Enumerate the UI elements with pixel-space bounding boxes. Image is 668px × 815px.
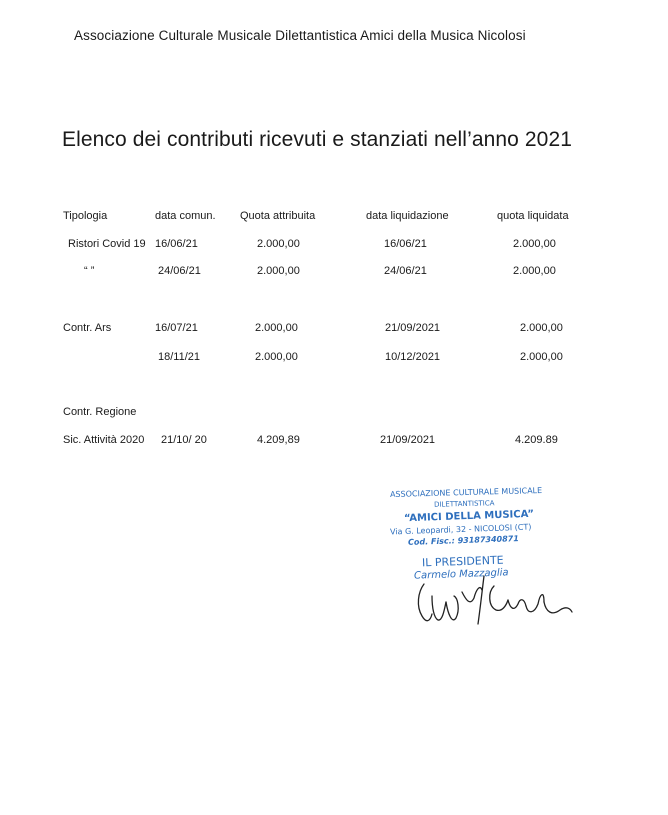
table-row-1-quota-liquidata: 2.000,00 [513, 265, 556, 277]
association-header: Associazione Culturale Musicale Dilettantistica Amici della Musica Nicolosi [74, 28, 526, 43]
table-row-2-data-liquidazione: 21/09/2021 [385, 322, 441, 334]
table-row-0-data-liquidazione: 16/06/21 [384, 238, 427, 250]
column-header-quota-attribuita: Quota attribuita [240, 210, 316, 222]
stamp-address-line: Via G. Leopardi, 32 - NICOLOSI (CT) [389, 522, 532, 537]
stamp-association-line: ASSOCIAZIONE CULTURALE MUSICALE [389, 486, 543, 499]
table-row-2-quota-liquidata: 2.000,00 [520, 322, 563, 334]
table-row-0-data-comun: 16/06/21 [155, 238, 198, 250]
page-title: Elenco dei contributi ricevuti e stanziati nell’anno 2021 [62, 128, 573, 151]
column-header-data-liquidazione: data liquidazione [366, 210, 449, 222]
table-row-3-quota-attribuita: 2.000,00 [255, 351, 298, 363]
table-row-5-quota-liquidata: 4.209.89 [515, 434, 558, 446]
stamp-president-title: IL PRESIDENTE [421, 553, 504, 570]
column-header-quota-liquidata: quota liquidata [497, 210, 569, 222]
table-row-3-data-comun: 18/11/21 [158, 351, 201, 363]
table-row-3-data-liquidazione: 10/12/2021 [385, 351, 441, 363]
handwritten-signature-icon [410, 562, 580, 642]
table-row-5-data-comun: 21/10/ 20 [161, 434, 207, 446]
column-header-data-comun: data comun. [155, 210, 216, 222]
table-row-0-quota-attribuita: 2.000,00 [257, 238, 300, 250]
table-row-1-tipologia: “ ” [84, 265, 95, 277]
stamp-dilettantistica-line: DILETTANTISTICA [433, 499, 495, 509]
table-row-0-quota-liquidata: 2.000,00 [513, 238, 556, 250]
table-row-0-tipologia: Ristori Covid 19 [68, 238, 146, 250]
table-row-2-data-comun: 16/07/21 [155, 322, 198, 334]
table-row-2-tipologia: Contr. Ars [63, 322, 112, 334]
table-row-2-quota-attribuita: 2.000,00 [255, 322, 298, 334]
table-row-4-tipologia: Contr. Regione [63, 406, 137, 418]
stamp-president-name: Carmelo Mazzaglia [413, 567, 509, 582]
column-header-tipologia: Tipologia [63, 210, 108, 222]
table-row-1-data-comun: 24/06/21 [158, 265, 201, 277]
table-row-1-data-liquidazione: 24/06/21 [384, 265, 427, 277]
table-row-5-tipologia: Sic. Attività 2020 [63, 434, 145, 446]
stamp-codfisc-line: Cod. Fisc.: 93187340871 [407, 534, 520, 547]
table-row-5-quota-attribuita: 4.209,89 [257, 434, 300, 446]
table-row-5-data-liquidazione: 21/09/2021 [380, 434, 436, 446]
table-row-3-quota-liquidata: 2.000,00 [520, 351, 563, 363]
table-row-1-quota-attribuita: 2.000,00 [257, 265, 300, 277]
stamp-name-line: “AMICI DELLA MUSICA” [403, 508, 535, 525]
